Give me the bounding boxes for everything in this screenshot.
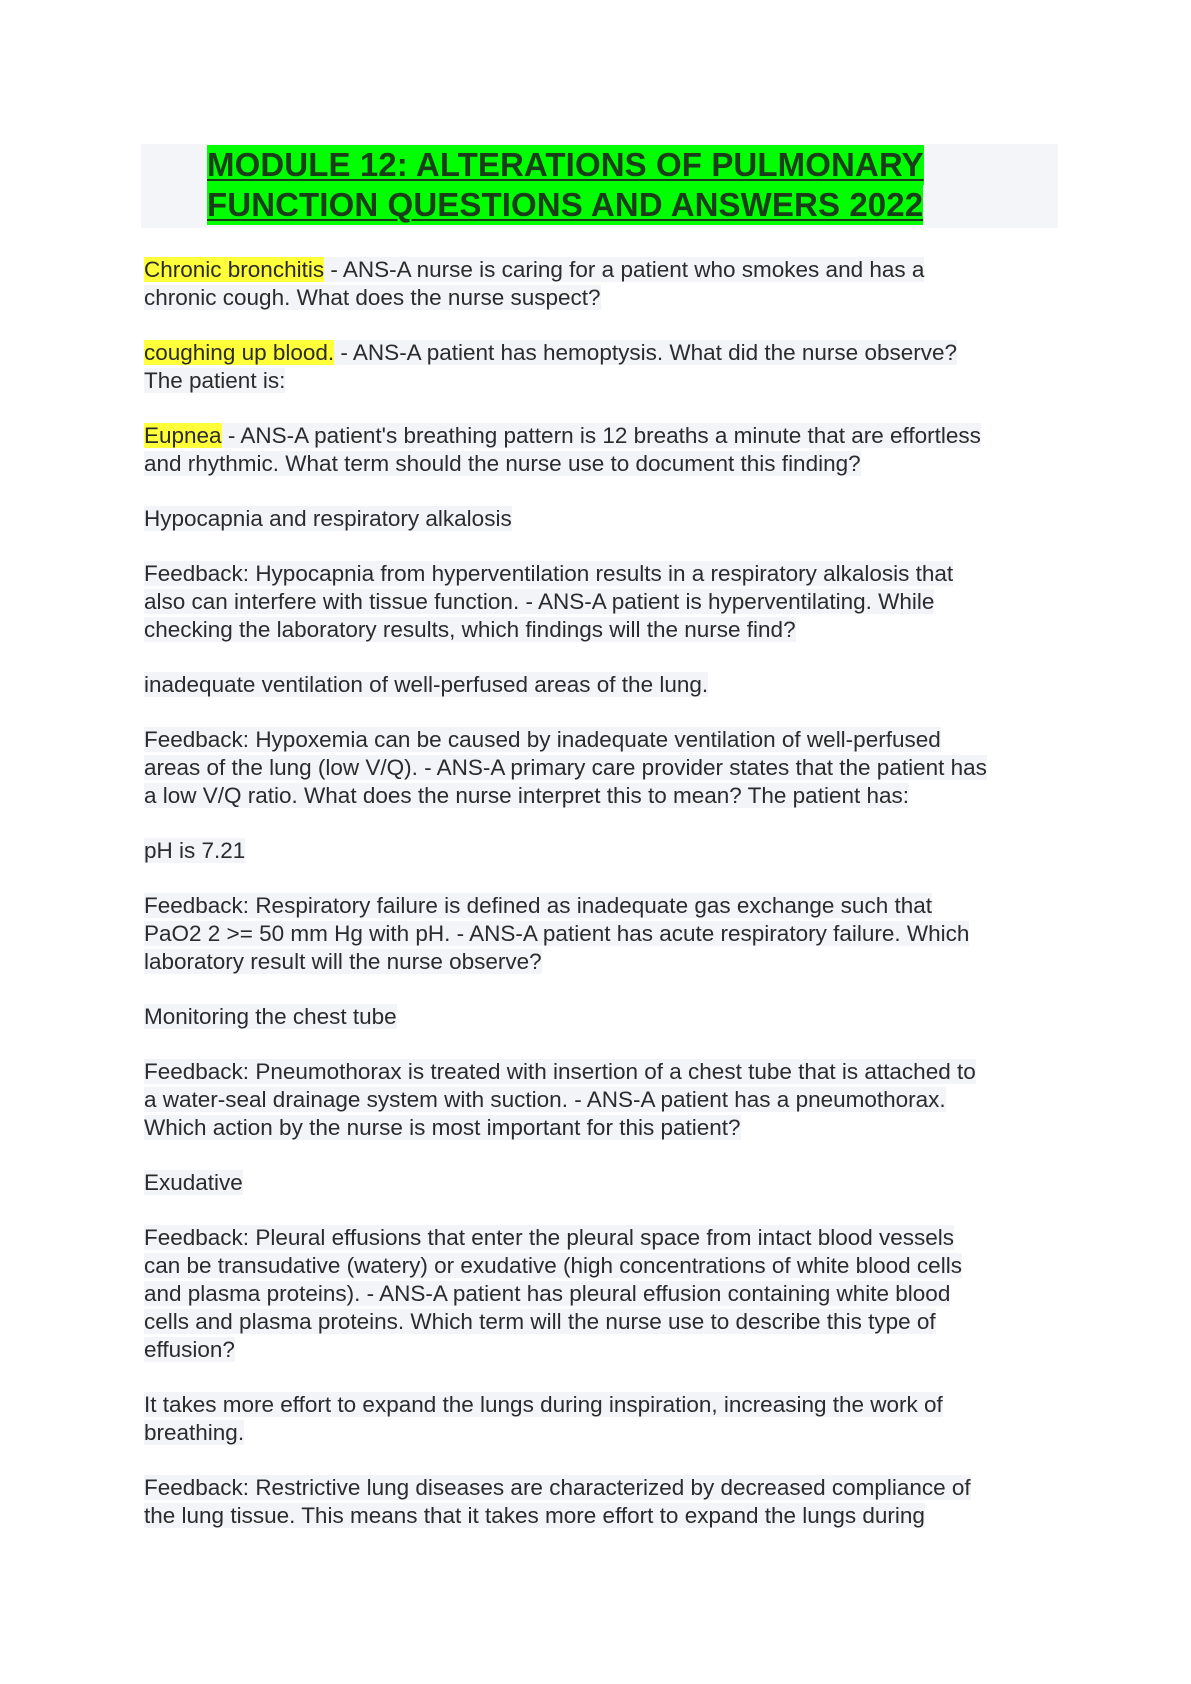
text-paragraph [144,1391,1064,1447]
text-paragraph [144,671,1064,699]
question-text: chronic cough. What does the nurse suspect? [144,285,601,310]
paragraph-line: PaO2 2 >= 50 mm Hg with pH. - ANS-A patient has acute respiratory failure. Which [144,921,970,946]
text-paragraph [144,837,1064,865]
text-paragraph [144,1169,1064,1197]
paragraph-line: Feedback: Restrictive lung diseases are characterized by decreased compliance of [144,1475,971,1500]
paragraph-line: Hypocapnia and respiratory alkalosis [144,506,512,531]
paragraph-line: Exudative [144,1170,243,1195]
question-text: - ANS-A patient has hemoptysis. What did the nurse observe? [334,340,957,365]
text-paragraph [144,1003,1064,1031]
highlighted-answer: Chronic bronchitis [144,257,325,282]
paragraph-line: Feedback: Respiratory failure is defined as inadequate gas exchange such that [144,893,932,918]
text-paragraph [144,726,1064,810]
paragraph-line: a water-seal drainage system with suction. - ANS-A patient has a pneumothorax. [144,1087,946,1112]
paragraph-line: Monitoring the chest tube [144,1004,397,1029]
qa-item [144,339,1064,395]
paragraph-line: and plasma proteins). - ANS-A patient has pleural effusion containing white blood [144,1281,951,1306]
question-text: The patient is: [144,368,286,393]
paragraph-line: Feedback: Hypoxemia can be caused by inadequate ventilation of well-perfused [144,727,941,752]
paragraph-line: cells and plasma proteins. Which term will the nurse use to describe this type of [144,1309,936,1334]
document-body [144,256,1064,1557]
question-text: - ANS-A nurse is caring for a patient who smokes and has a [324,257,925,282]
paragraph-line: also can interfere with tissue function. - ANS-A patient is hyperventilating. While [144,589,935,614]
text-paragraph [144,1474,1064,1530]
paragraph-line: effusion? [144,1337,235,1362]
paragraph-line: It takes more effort to expand the lungs during inspiration, increasing the work of [144,1392,943,1417]
paragraph-line: Which action by the nurse is most important for this patient? [144,1115,741,1140]
paragraph-line: can be transudative (watery) or exudative (high concentrations of white blood cells [144,1253,962,1278]
paragraph-line: areas of the lung (low V/Q). - ANS-A primary care provider states that the patient has [144,755,987,780]
text-paragraph [144,505,1064,533]
paragraph-line: pH is 7.21 [144,838,246,863]
text-paragraph [144,892,1064,976]
paragraph-line: breathing. [144,1420,245,1445]
paragraph-line: inadequate ventilation of well-perfused areas of the lung. [144,672,709,697]
paragraph-line: the lung tissue. This means that it takes more effort to expand the lungs during [144,1503,925,1528]
paragraph-line: Feedback: Pleural effusions that enter the pleural space from intact blood vessels [144,1225,955,1250]
title-line-2: FUNCTION QUESTIONS AND ANSWERS 2022 [207,186,924,223]
qa-item [144,256,1064,312]
question-text: and rhythmic. What term should the nurse use to document this finding? [144,451,861,476]
qa-item [144,422,1064,478]
answer-feedback-blocks [144,505,1064,1530]
paragraph-line: Feedback: Hypocapnia from hyperventilation results in a respiratory alkalosis that [144,561,954,586]
title-line-1: MODULE 12: ALTERATIONS OF PULMONARY [207,146,924,183]
text-paragraph [144,560,1064,644]
paragraph-line: laboratory result will the nurse observe? [144,949,542,974]
question-text: - ANS-A patient's breathing pattern is 12 breaths a minute that are effortless [221,423,981,448]
paragraph-line: Feedback: Pneumothorax is treated with insertion of a chest tube that is attached to [144,1059,976,1084]
text-paragraph [144,1224,1064,1364]
paragraph-line: a low V/Q ratio. What does the nurse interpret this to mean? The patient has: [144,783,909,808]
text-paragraph [144,1058,1064,1142]
highlighted-answer: Eupnea [144,423,222,448]
document-title [207,145,1007,225]
paragraph-line: checking the laboratory results, which findings will the nurse find? [144,617,796,642]
highlighted-answer: coughing up blood. [144,340,335,365]
